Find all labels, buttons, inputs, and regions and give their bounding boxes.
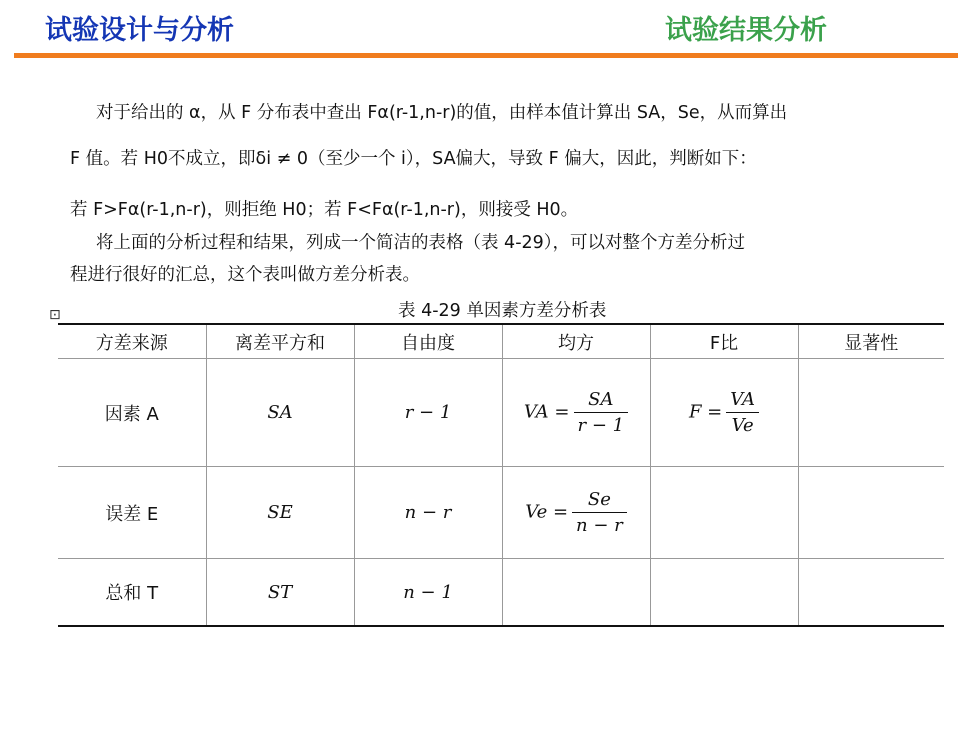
ms-fraction bbox=[572, 489, 627, 536]
ms-lhs: VA = bbox=[523, 401, 570, 423]
section-title: 试验结果分析 bbox=[665, 15, 827, 46]
cell-significance bbox=[798, 359, 944, 467]
paragraph-4: 将上面的分析过程和结果，列成一个简洁的表格（表 4-29），可以对整个方差分析过 bbox=[96, 233, 746, 253]
anchor-marker-icon: ⊡ bbox=[49, 307, 61, 323]
table-header-row bbox=[58, 324, 944, 359]
header-f-ratio: F比 bbox=[650, 324, 798, 359]
ms-lhs: Ve = bbox=[525, 501, 569, 523]
cell-f bbox=[650, 467, 798, 559]
cell-ss: SE bbox=[206, 467, 354, 559]
cell-ss: ST bbox=[206, 559, 354, 627]
table-row bbox=[58, 559, 944, 627]
cell-f bbox=[650, 359, 798, 467]
table-row bbox=[58, 467, 944, 559]
f-fraction bbox=[726, 389, 759, 436]
cell-source: 因素 A bbox=[58, 359, 206, 467]
table-caption: 表 4-29 单因素方差分析表 bbox=[398, 301, 607, 321]
cell-f bbox=[650, 559, 798, 627]
paragraph-3: 若 F>Fα(r-1,n-r)，则拒绝 H0；若 F<Fα(r-1,n-r)，则接受 H0。 bbox=[70, 200, 579, 220]
header-rule bbox=[14, 53, 958, 58]
cell-df: n − r bbox=[354, 467, 502, 559]
ms-numerator: Se bbox=[572, 489, 627, 513]
ms-denominator: n − r bbox=[576, 515, 623, 536]
cell-significance bbox=[798, 467, 944, 559]
cell-df: n − 1 bbox=[354, 559, 502, 627]
header-significance: 显著性 bbox=[798, 324, 944, 359]
paragraph-2: F 值。若 H0不成立，即δi ≠ 0（至少一个 i），SA偏大，导致 F 偏大，因此，判断如下： bbox=[70, 149, 757, 169]
table-row bbox=[58, 359, 944, 467]
cell-df: r − 1 bbox=[354, 359, 502, 467]
header-degrees-of-freedom: 自由度 bbox=[354, 324, 502, 359]
header-mean-square: 均方 bbox=[502, 324, 650, 359]
cell-ms bbox=[502, 559, 650, 627]
f-numerator: VA bbox=[726, 389, 759, 413]
paragraph-1: 对于给出的 α，从 F 分布表中查出 Fα(r-1,n-r)的值，由样本值计算出 SA，Se，从而算出 bbox=[96, 103, 788, 123]
cell-significance bbox=[798, 559, 944, 627]
header-sum-of-squares: 离差平方和 bbox=[206, 324, 354, 359]
f-denominator: Ve bbox=[731, 415, 754, 436]
ms-denominator: r − 1 bbox=[577, 415, 625, 436]
cell-source: 总和 T bbox=[58, 559, 206, 627]
paragraph-5: 程进行很好的汇总，这个表叫做方差分析表。 bbox=[70, 265, 420, 285]
cell-ss: SA bbox=[206, 359, 354, 467]
header-source: 方差来源 bbox=[58, 324, 206, 359]
anova-table bbox=[58, 323, 944, 627]
cell-source: 误差 E bbox=[58, 467, 206, 559]
cell-ms bbox=[502, 359, 650, 467]
course-title: 试验设计与分析 bbox=[45, 15, 234, 46]
cell-ms bbox=[502, 467, 650, 559]
ms-numerator: SA bbox=[574, 389, 629, 413]
ms-fraction bbox=[574, 389, 629, 436]
f-lhs: F = bbox=[688, 401, 723, 423]
